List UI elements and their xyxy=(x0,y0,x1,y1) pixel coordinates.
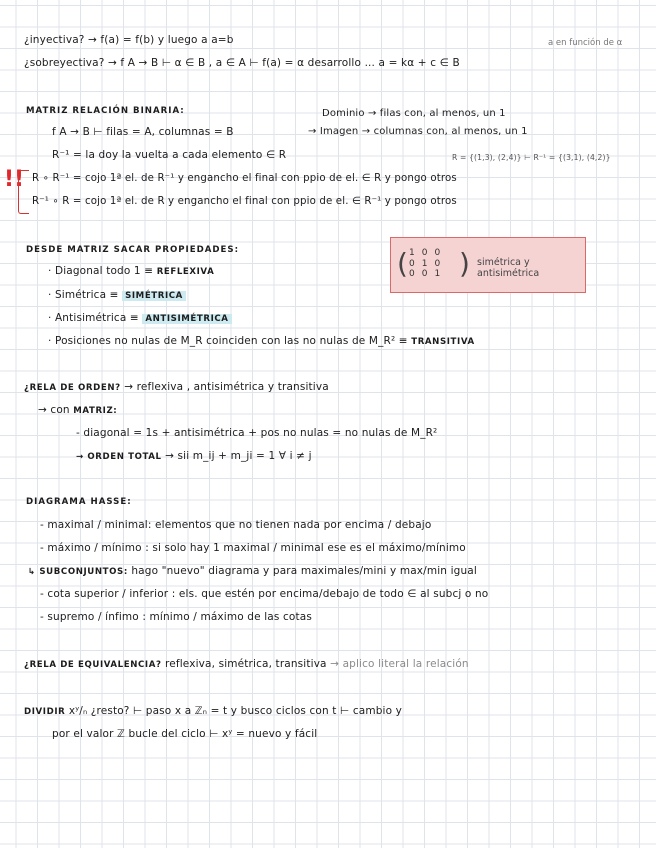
text-line: Dominio → filas con, al menos, un 1 xyxy=(322,108,506,119)
text-line: R⁻¹ ∘ R = cojo 1ª el. de R y engancho el final con ppio de el. ∈ R⁻¹ y pongo otros xyxy=(32,196,457,207)
text-line: R ∘ R⁻¹ = cojo 1ª el. de R⁻¹ y engancho el final con ppio de el. ∈ R y pongo otros xyxy=(32,173,457,184)
brace-decoration xyxy=(18,170,29,214)
text-line: - supremo / ínfimo : mínimo / máximo de las cotas xyxy=(40,611,312,623)
example-text: R = {(1,3), (2,4)} ⊢ R⁻¹ = {(3,1), (4,2)} xyxy=(452,153,611,162)
text-line: → con MATRIZ: xyxy=(38,404,118,416)
section-heading: ¿RELA DE ORDEN? xyxy=(24,383,121,393)
matrix-note-box xyxy=(390,237,586,293)
divide-line: DIVIDIR xʸ/ₙ ¿resto? ⊢ paso x a ℤₙ = t y busco ciclos con t ⊢ cambio y xyxy=(24,705,403,717)
section-heading: ¿RELA DE EQUIVALENCIA? xyxy=(24,660,162,670)
annotation-note: a en función de α xyxy=(548,38,623,48)
identity-matrix xyxy=(409,248,447,280)
text-line: por el valor ℤ bucle del ciclo ⊢ xʸ = nuevo y fácil xyxy=(52,728,318,740)
matrix-paren-left: ( xyxy=(397,247,408,280)
property-item: · Simétrica ≡ SIMÉTRICA xyxy=(48,288,186,303)
matrix-row: 010 xyxy=(409,258,448,269)
text-line: ↳ SUBCONJUNTOS: hago "nuevo" diagrama y para maximales/mini y max/min igual xyxy=(28,565,477,577)
text-line: ¿sobreyectiva? → f A → B ⊢ α ∈ B , a ∈ A ⊢ f(a) = α desarrollo ... a = kα + c ∈ B xyxy=(24,57,460,69)
text-line: → Imagen → columnas con, al menos, un 1 xyxy=(308,126,528,137)
text-line: - máximo / mínimo : si solo hay 1 maximal / minimal ese es el máximo/mínimo xyxy=(40,542,466,554)
text-line: - diagonal = 1s + antisimétrica + pos no nulas = no nulas de M_R² xyxy=(76,427,438,439)
text-line: ¿inyectiva? → f(a) = f(b) y luego a a=b xyxy=(24,34,234,46)
matrix-label: simétrica y antisimétrica xyxy=(477,257,540,279)
text-line: - maximal / minimal: elementos que no tienen nada por encima / debajo xyxy=(40,519,432,531)
property-item: · Antisimétrica ≡ ANTISIMÉTRICA xyxy=(48,311,232,326)
text-line: - cota superior / inferior : els. que estén por encima/debajo de todo ∈ al subcj o no xyxy=(40,588,489,600)
warning-icon: !! xyxy=(4,167,25,192)
equivalence-line: ¿RELA DE EQUIVALENCIA? reflexiva, simétrica, transitiva → aplico literal la relación xyxy=(24,658,469,670)
section-heading: MATRIZ RELACIÓN BINARIA: xyxy=(26,106,185,116)
section-heading: DIAGRAMA HASSE: xyxy=(26,497,132,507)
section-heading: DESDE MATRIZ SACAR PROPIEDADES: xyxy=(26,245,240,255)
property-item: · Posiciones no nulas de M_R coinciden con las no nulas de M_R² ≡ TRANSITIVA xyxy=(48,335,475,347)
matrix-row: 001 xyxy=(409,269,448,279)
section-heading: DIVIDIR xyxy=(24,707,66,717)
text-line: → ORDEN TOTAL → sii m_ij + m_ji = 1 ∀ i ≠ j xyxy=(76,450,312,462)
text-line: R⁻¹ = la doy la vuelta a cada elemento ∈ R xyxy=(52,149,287,161)
matrix-paren-right: ) xyxy=(459,247,470,280)
text-line: f A → B ⊢ filas = A, columnas = B xyxy=(52,126,234,138)
matrix-row: 100 xyxy=(409,248,448,258)
order-relation-line: ¿RELA DE ORDEN? → reflexiva , antisimétrica y transitiva xyxy=(24,381,329,393)
property-item: · Diagonal todo 1 ≡ REFLEXIVA xyxy=(48,265,215,277)
